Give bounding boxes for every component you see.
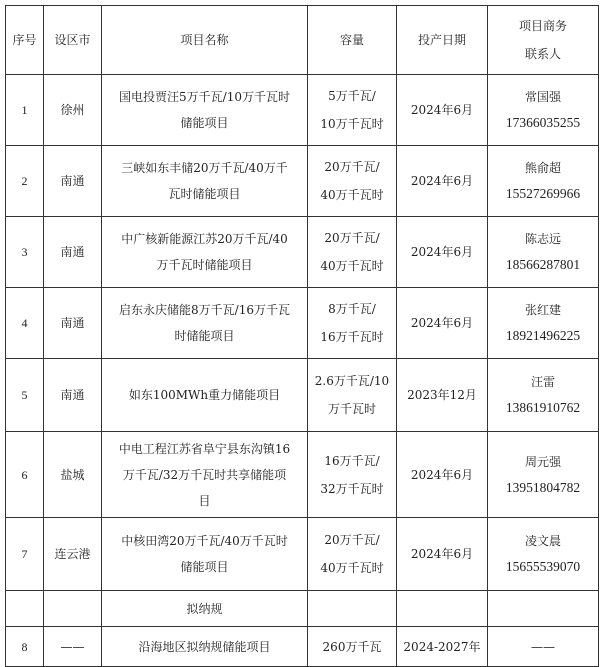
- row-city: 南通: [44, 146, 102, 217]
- row-contact: [488, 146, 599, 217]
- row-contact-phone: 18921496225: [505, 328, 581, 343]
- row-contact-name: 汪雷: [530, 375, 555, 389]
- storage-projects-table: [5, 5, 599, 667]
- row-no: 7: [6, 518, 44, 591]
- row-contact-phone: 13861910762: [505, 400, 581, 415]
- row-project-name-line: 储能项目: [180, 116, 229, 130]
- row-contact: [488, 75, 599, 146]
- table-row: [6, 146, 599, 217]
- row-contact: [488, 432, 599, 518]
- row-city: 盐城: [44, 432, 102, 518]
- row-no: 8: [6, 627, 44, 667]
- row-capacity: [308, 75, 397, 146]
- table-row: [6, 217, 599, 288]
- row-date: 2024年6月: [397, 146, 488, 217]
- header-capacity: 容量: [308, 6, 397, 75]
- table-row: [6, 359, 599, 432]
- row-no: 2: [6, 146, 44, 217]
- row-project-name: [102, 359, 308, 432]
- row-contact-phone: 15655539070: [505, 559, 581, 574]
- row-project-name: [102, 288, 308, 359]
- row-no: 4: [6, 288, 44, 359]
- row-project-name-line: 中核田湾20万千瓦/40万千瓦时: [121, 534, 288, 548]
- row-project-name: [102, 146, 308, 217]
- row-contact-name: 熊俞超: [524, 161, 561, 175]
- row-capacity-line: 万千瓦时: [327, 402, 376, 416]
- table-row: [6, 432, 599, 518]
- row-capacity: 260万千瓦: [308, 627, 397, 667]
- table-row: [6, 288, 599, 359]
- row-city: 南通: [44, 288, 102, 359]
- header-contact-line1: 项目商务: [518, 19, 567, 33]
- row-capacity-line: 20万千瓦/: [324, 160, 380, 174]
- row-city: 徐州: [44, 75, 102, 146]
- row-capacity-line: 40万千瓦时: [320, 259, 384, 273]
- row-capacity-line: 20万千瓦/: [324, 533, 380, 547]
- row-date: 2024年6月: [397, 217, 488, 288]
- row-contact: [488, 359, 599, 432]
- row-city: 连云港: [44, 518, 102, 591]
- row-project-name-line: 中电工程江苏省阜宁县东沟镇16: [118, 441, 291, 456]
- section-empty-cell: [488, 591, 599, 627]
- row-capacity: [308, 518, 397, 591]
- row-project-name-line: 中广核新能源江苏20万千瓦/40: [121, 232, 288, 246]
- row-contact-phone: 17366035255: [505, 115, 581, 130]
- row-project-name: [102, 75, 308, 146]
- row-city: 南通: [44, 217, 102, 288]
- row-date: 2024年6月: [397, 432, 488, 518]
- row-contact-name: 张红建: [524, 303, 561, 317]
- row-city: 南通: [44, 359, 102, 432]
- row-capacity-line: 5万千瓦/: [328, 89, 376, 103]
- table-row: [6, 518, 599, 591]
- row-date: 2024年6月: [397, 288, 488, 359]
- header-city: 设区市: [44, 6, 102, 75]
- header-name: 项目名称: [102, 6, 308, 75]
- row-contact: [488, 518, 599, 591]
- row-project-name-line: 瓦时储能项目: [168, 187, 241, 201]
- row-capacity: [308, 217, 397, 288]
- row-capacity: [308, 146, 397, 217]
- row-project-name-line: 目: [198, 493, 211, 508]
- header-contact-line2: 联系人: [524, 47, 561, 61]
- row-capacity: [308, 432, 397, 518]
- row-project-name: [102, 432, 308, 518]
- row-project-name-line: 万千瓦/32万千瓦时共享储能项: [122, 467, 287, 482]
- row-date: 2024-2027年: [397, 627, 488, 667]
- row-contact-phone: 13951804782: [505, 479, 581, 495]
- row-date: 2023年12月: [397, 359, 488, 432]
- section-empty-cell: [397, 591, 488, 627]
- row-contact-name: 常国强: [524, 90, 561, 104]
- row-contact: ——: [488, 627, 599, 667]
- row-contact-name: 凌文晨: [524, 534, 561, 548]
- header-date: 投产日期: [397, 6, 488, 75]
- row-capacity-line: 32万千瓦时: [320, 481, 384, 496]
- row-no: 1: [6, 75, 44, 146]
- row-no: 6: [6, 432, 44, 518]
- section-empty-cell: [44, 591, 102, 627]
- section-label: 拟纳规: [102, 591, 308, 627]
- section-empty-cell: [308, 591, 397, 627]
- row-project-name: 沿海地区拟纳规储能项目: [102, 627, 308, 667]
- row-project-name-line: 国电投贾汪5万千瓦/10万千瓦时: [119, 90, 290, 104]
- row-capacity-line: 40万千瓦时: [320, 188, 384, 202]
- row-capacity: [308, 288, 397, 359]
- row-contact-phone: 15527269966: [505, 186, 581, 201]
- header-no: 序号: [6, 6, 44, 75]
- header-contact: [488, 6, 599, 75]
- row-capacity-line: 8万千瓦/: [328, 302, 376, 316]
- row-city: ——: [44, 627, 102, 667]
- row-capacity-line: 2.6万千瓦/10: [314, 374, 390, 388]
- row-project-name-line: 时储能项目: [174, 329, 235, 343]
- row-project-name: [102, 217, 308, 288]
- row-capacity-line: 10万千瓦时: [320, 117, 384, 131]
- row-project-name-line: 储能项目: [180, 560, 229, 574]
- row-capacity-line: 40万千瓦时: [320, 561, 384, 575]
- table-row: [6, 627, 599, 667]
- row-no: 5: [6, 359, 44, 432]
- row-capacity-line: 20万千瓦/: [324, 231, 380, 245]
- row-capacity-line: 16万千瓦时: [320, 330, 384, 344]
- row-project-name-line: 三峡如东丰储20万千瓦/40万千: [121, 161, 288, 175]
- row-capacity: [308, 359, 397, 432]
- row-date: 2024年6月: [397, 518, 488, 591]
- table-row: [6, 75, 599, 146]
- row-contact: [488, 217, 599, 288]
- header-row: [6, 6, 599, 75]
- row-project-name-line: 启东永庆储能8万千瓦/16万千瓦: [119, 303, 290, 317]
- row-capacity-line: 16万千瓦/: [324, 453, 380, 468]
- row-contact-phone: 18566287801: [505, 257, 581, 272]
- section-row: [6, 591, 599, 627]
- row-contact-name: 陈志远: [524, 232, 561, 246]
- row-project-name-line: 万千瓦时储能项目: [156, 258, 253, 272]
- row-project-name: [102, 518, 308, 591]
- row-date: 2024年6月: [397, 75, 488, 146]
- section-empty-cell: [6, 591, 44, 627]
- row-no: 3: [6, 217, 44, 288]
- row-contact-name: 周元强: [524, 454, 561, 469]
- row-contact: [488, 288, 599, 359]
- row-project-name-line: 如东100MWh重力储能项目: [128, 388, 281, 402]
